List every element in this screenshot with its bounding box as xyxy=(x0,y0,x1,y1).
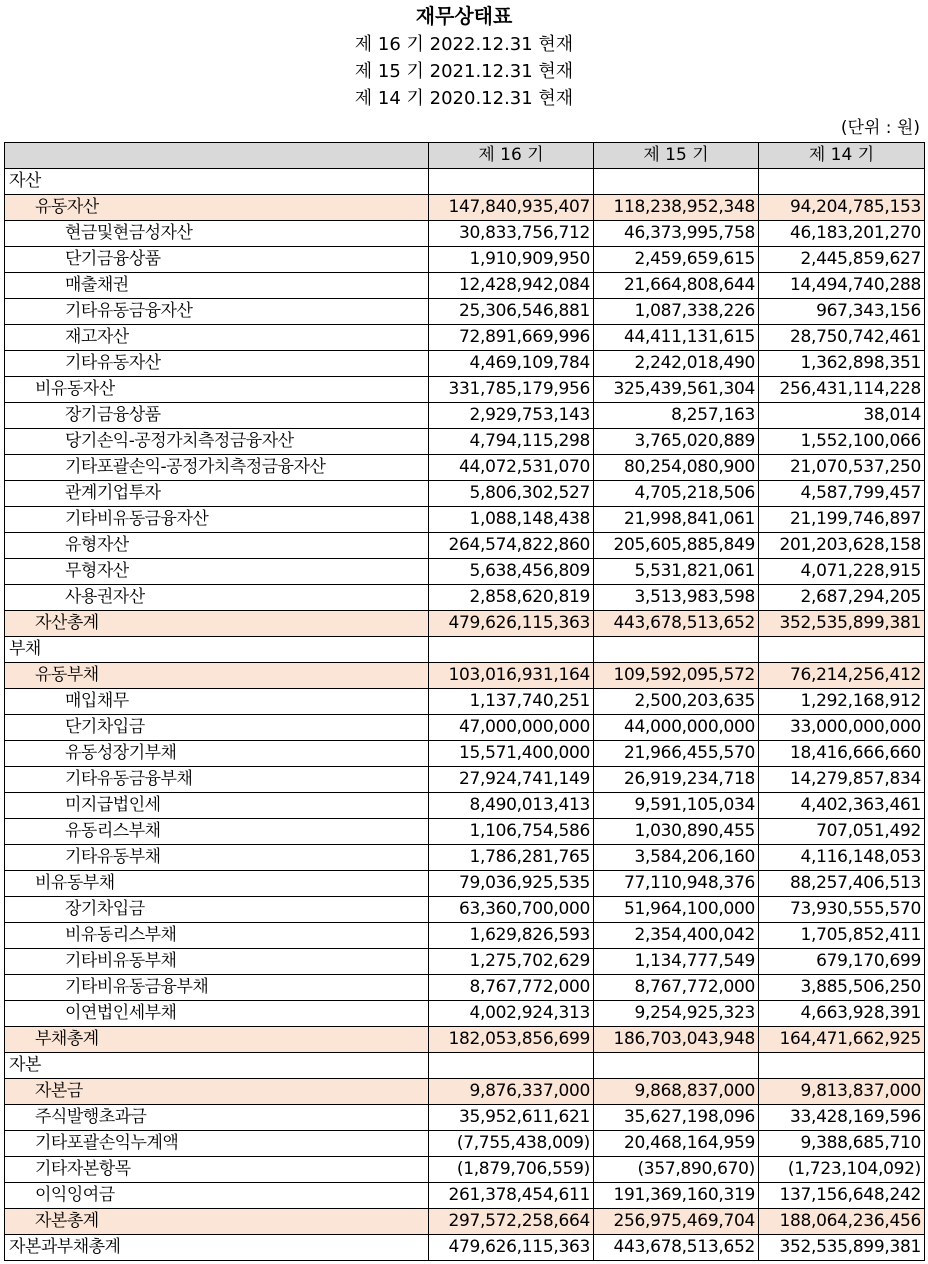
row-label: 기타유동부채 xyxy=(5,845,429,871)
value-period-15: 191,369,160,319 xyxy=(594,1183,759,1209)
value-period-15: 8,257,163 xyxy=(594,403,759,429)
value-period-16: 1,275,702,629 xyxy=(429,949,594,975)
value-period-15: 21,998,841,061 xyxy=(594,507,759,533)
value-period-15: 2,459,659,615 xyxy=(594,247,759,273)
row-label: 자산 xyxy=(5,169,429,195)
row-label: 부채총계 xyxy=(5,1027,429,1053)
value-period-16: 2,858,620,819 xyxy=(429,585,594,611)
value-period-14: 1,292,168,912 xyxy=(759,689,925,715)
value-period-14: 967,343,156 xyxy=(759,299,925,325)
value-period-15: 2,354,400,042 xyxy=(594,923,759,949)
value-period-16: 15,571,400,000 xyxy=(429,741,594,767)
table-row xyxy=(5,273,925,299)
value-period-16: 479,626,115,363 xyxy=(429,611,594,637)
value-period-14: 707,051,492 xyxy=(759,819,925,845)
value-period-14: 3,885,506,250 xyxy=(759,975,925,1001)
row-label: 단기금융상품 xyxy=(5,247,429,273)
row-label: 매입채무 xyxy=(5,689,429,715)
value-period-16: 264,574,822,860 xyxy=(429,533,594,559)
value-period-15: 20,468,164,959 xyxy=(594,1131,759,1157)
value-period-14: 21,199,746,897 xyxy=(759,507,925,533)
value-period-15: 35,627,198,096 xyxy=(594,1105,759,1131)
value-period-14: 88,257,406,513 xyxy=(759,871,925,897)
value-period-14: 1,362,898,351 xyxy=(759,351,925,377)
row-label: 기타유동금융자산 xyxy=(5,299,429,325)
table-row xyxy=(5,1157,925,1183)
value-period-16: 147,840,935,407 xyxy=(429,195,594,221)
value-period-14: 14,279,857,834 xyxy=(759,767,925,793)
table-row xyxy=(5,585,925,611)
row-label: 유동자산 xyxy=(5,195,429,221)
value-period-14: 4,587,799,457 xyxy=(759,481,925,507)
value-period-14: 4,116,148,053 xyxy=(759,845,925,871)
value-period-16: 1,786,281,765 xyxy=(429,845,594,871)
row-label: 유형자산 xyxy=(5,533,429,559)
value-period-15: 205,605,885,849 xyxy=(594,533,759,559)
value-period-15: 3,765,020,889 xyxy=(594,429,759,455)
value-period-14: 679,170,699 xyxy=(759,949,925,975)
value-period-14: 33,428,169,596 xyxy=(759,1105,925,1131)
value-period-16: 1,106,754,586 xyxy=(429,819,594,845)
value-period-16: 479,626,115,363 xyxy=(429,1235,594,1261)
value-period-16: 1,137,740,251 xyxy=(429,689,594,715)
row-label: 자산총계 xyxy=(5,611,429,637)
value-period-14 xyxy=(759,637,925,663)
table-row xyxy=(5,403,925,429)
table-row xyxy=(5,1001,925,1027)
value-period-16: 2,929,753,143 xyxy=(429,403,594,429)
value-period-15: 3,513,983,598 xyxy=(594,585,759,611)
value-period-14: 73,930,555,570 xyxy=(759,897,925,923)
value-period-14: 201,203,628,158 xyxy=(759,533,925,559)
table-row xyxy=(5,1235,925,1261)
table-row xyxy=(5,1209,925,1235)
value-period-16: 5,638,456,809 xyxy=(429,559,594,585)
value-period-14: 137,156,648,242 xyxy=(759,1183,925,1209)
value-period-16: 35,952,611,621 xyxy=(429,1105,594,1131)
table-row xyxy=(5,325,925,351)
value-period-16: 1,088,148,438 xyxy=(429,507,594,533)
value-period-16: 1,910,909,950 xyxy=(429,247,594,273)
value-period-15: 1,087,338,226 xyxy=(594,299,759,325)
value-period-14: (1,723,104,092) xyxy=(759,1157,925,1183)
table-row xyxy=(5,897,925,923)
table-row xyxy=(5,767,925,793)
value-period-15: (357,890,670) xyxy=(594,1157,759,1183)
value-period-16: 182,053,856,699 xyxy=(429,1027,594,1053)
period-line-15: 제 15 기 2021.12.31 현재 xyxy=(354,61,574,82)
table-row xyxy=(5,221,925,247)
table-row xyxy=(5,663,925,689)
value-period-16: 8,490,013,413 xyxy=(429,793,594,819)
table-row xyxy=(5,975,925,1001)
value-period-15: 5,531,821,061 xyxy=(594,559,759,585)
table-row xyxy=(5,871,925,897)
row-label: 매출채권 xyxy=(5,273,429,299)
row-label: 기타비유동부채 xyxy=(5,949,429,975)
value-period-14: 4,402,363,461 xyxy=(759,793,925,819)
table-row xyxy=(5,195,925,221)
row-label: 장기차입금 xyxy=(5,897,429,923)
value-period-14: 352,535,899,381 xyxy=(759,1235,925,1261)
value-period-16: 4,002,924,313 xyxy=(429,1001,594,1027)
row-label: 자본총계 xyxy=(5,1209,429,1235)
value-period-15: 77,110,948,376 xyxy=(594,871,759,897)
value-period-15: 51,964,100,000 xyxy=(594,897,759,923)
row-label: 유동성장기부채 xyxy=(5,741,429,767)
value-period-14 xyxy=(759,1053,925,1079)
row-label: 기타비유동금융부채 xyxy=(5,975,429,1001)
value-period-14: 4,663,928,391 xyxy=(759,1001,925,1027)
row-label: 기타유동자산 xyxy=(5,351,429,377)
value-period-16: 4,794,115,298 xyxy=(429,429,594,455)
value-period-16: 1,629,826,593 xyxy=(429,923,594,949)
row-label: 기타포괄손익-공정가치측정금융자산 xyxy=(5,455,429,481)
row-label: 당기손익-공정가치측정금융자산 xyxy=(5,429,429,455)
row-label: 기타자본항목 xyxy=(5,1157,429,1183)
row-label: 사용권자산 xyxy=(5,585,429,611)
header-row xyxy=(5,143,925,169)
row-label: 무형자산 xyxy=(5,559,429,585)
row-label: 자본 xyxy=(5,1053,429,1079)
row-label: 현금및현금성자산 xyxy=(5,221,429,247)
value-period-15: 443,678,513,652 xyxy=(594,1235,759,1261)
value-period-16: 47,000,000,000 xyxy=(429,715,594,741)
value-period-14: 76,214,256,412 xyxy=(759,663,925,689)
row-label: 이연법인세부채 xyxy=(5,1001,429,1027)
value-period-16: 5,806,302,527 xyxy=(429,481,594,507)
row-label: 단기차입금 xyxy=(5,715,429,741)
value-period-14: 1,552,100,066 xyxy=(759,429,925,455)
row-label: 자본과부채총계 xyxy=(5,1235,429,1261)
row-label: 기타유동금융부채 xyxy=(5,767,429,793)
table-row xyxy=(5,455,925,481)
row-label: 기타포괄손익누계액 xyxy=(5,1131,429,1157)
value-period-15: 21,966,455,570 xyxy=(594,741,759,767)
value-period-15: 9,868,837,000 xyxy=(594,1079,759,1105)
value-period-16: 72,891,669,996 xyxy=(429,325,594,351)
table-row xyxy=(5,429,925,455)
header-period-16: 제 16 기 xyxy=(429,143,594,169)
header-period-15: 제 15 기 xyxy=(594,143,759,169)
value-period-15: 44,411,131,615 xyxy=(594,325,759,351)
table-row xyxy=(5,793,925,819)
value-period-14: 46,183,201,270 xyxy=(759,221,925,247)
row-label: 이익잉여금 xyxy=(5,1183,429,1209)
table-row xyxy=(5,741,925,767)
value-period-15: 109,592,095,572 xyxy=(594,663,759,689)
row-label: 유동부채 xyxy=(5,663,429,689)
table-row xyxy=(5,1079,925,1105)
value-period-14: 9,813,837,000 xyxy=(759,1079,925,1105)
table-row xyxy=(5,1053,925,1079)
period-line-16: 제 16 기 2022.12.31 현재 xyxy=(354,34,574,55)
unit-note: (단위 : 원) xyxy=(840,118,920,138)
value-period-15: 118,238,952,348 xyxy=(594,195,759,221)
value-period-16: 44,072,531,070 xyxy=(429,455,594,481)
value-period-16: (1,879,706,559) xyxy=(429,1157,594,1183)
value-period-14: 9,388,685,710 xyxy=(759,1131,925,1157)
row-label: 비유동부채 xyxy=(5,871,429,897)
value-period-16 xyxy=(429,1053,594,1079)
row-label: 장기금융상품 xyxy=(5,403,429,429)
value-period-14: 28,750,742,461 xyxy=(759,325,925,351)
value-period-15: 3,584,206,160 xyxy=(594,845,759,871)
row-label: 기타비유동금융자산 xyxy=(5,507,429,533)
value-period-16: 8,767,772,000 xyxy=(429,975,594,1001)
table-row xyxy=(5,351,925,377)
value-period-15: 443,678,513,652 xyxy=(594,611,759,637)
table-row xyxy=(5,1131,925,1157)
value-period-15: 1,030,890,455 xyxy=(594,819,759,845)
header-label-cell xyxy=(5,143,429,169)
value-period-16: 79,036,925,535 xyxy=(429,871,594,897)
value-period-15: 9,591,105,034 xyxy=(594,793,759,819)
table-row xyxy=(5,611,925,637)
value-period-16: 331,785,179,956 xyxy=(429,377,594,403)
value-period-16: 297,572,258,664 xyxy=(429,1209,594,1235)
row-label: 재고자산 xyxy=(5,325,429,351)
value-period-16: 261,378,454,611 xyxy=(429,1183,594,1209)
value-period-15: 325,439,561,304 xyxy=(594,377,759,403)
value-period-15: 21,664,808,644 xyxy=(594,273,759,299)
table-row xyxy=(5,923,925,949)
value-period-14: 18,416,666,660 xyxy=(759,741,925,767)
value-period-15: 46,373,995,758 xyxy=(594,221,759,247)
value-period-15: 80,254,080,900 xyxy=(594,455,759,481)
table-row xyxy=(5,845,925,871)
value-period-15: 2,242,018,490 xyxy=(594,351,759,377)
table-row xyxy=(5,559,925,585)
value-period-16 xyxy=(429,169,594,195)
period-line-14: 제 14 기 2020.12.31 현재 xyxy=(354,88,574,109)
table-row xyxy=(5,689,925,715)
table-row xyxy=(5,637,925,663)
value-period-15: 8,767,772,000 xyxy=(594,975,759,1001)
value-period-16: 63,360,700,000 xyxy=(429,897,594,923)
value-period-15 xyxy=(594,169,759,195)
value-period-14 xyxy=(759,169,925,195)
table-row xyxy=(5,715,925,741)
value-period-16: (7,755,438,009) xyxy=(429,1131,594,1157)
value-period-15: 9,254,925,323 xyxy=(594,1001,759,1027)
value-period-15 xyxy=(594,1053,759,1079)
table-row xyxy=(5,377,925,403)
value-period-16: 12,428,942,084 xyxy=(429,273,594,299)
document-title: 재무상태표 xyxy=(415,4,513,28)
value-period-14: 256,431,114,228 xyxy=(759,377,925,403)
row-label: 주식발행초과금 xyxy=(5,1105,429,1131)
value-period-16 xyxy=(429,637,594,663)
table-row xyxy=(5,1105,925,1131)
row-label: 비유동자산 xyxy=(5,377,429,403)
row-label: 관계기업투자 xyxy=(5,481,429,507)
value-period-16: 9,876,337,000 xyxy=(429,1079,594,1105)
balance-sheet-table xyxy=(4,142,925,1261)
table-row xyxy=(5,949,925,975)
value-period-16: 25,306,546,881 xyxy=(429,299,594,325)
table-row xyxy=(5,169,925,195)
table-row xyxy=(5,819,925,845)
value-period-15: 256,975,469,704 xyxy=(594,1209,759,1235)
table-row xyxy=(5,1027,925,1053)
value-period-14: 4,071,228,915 xyxy=(759,559,925,585)
table-row xyxy=(5,507,925,533)
value-period-14: 94,204,785,153 xyxy=(759,195,925,221)
value-period-15: 1,134,777,549 xyxy=(594,949,759,975)
table-row xyxy=(5,247,925,273)
value-period-14: 33,000,000,000 xyxy=(759,715,925,741)
table-row xyxy=(5,299,925,325)
table-row xyxy=(5,1183,925,1209)
header-period-14: 제 14 기 xyxy=(759,143,925,169)
value-period-15 xyxy=(594,637,759,663)
table-row xyxy=(5,481,925,507)
value-period-14: 21,070,537,250 xyxy=(759,455,925,481)
value-period-14: 14,494,740,288 xyxy=(759,273,925,299)
value-period-14: 352,535,899,381 xyxy=(759,611,925,637)
row-label: 부채 xyxy=(5,637,429,663)
value-period-14: 164,471,662,925 xyxy=(759,1027,925,1053)
value-period-14: 188,064,236,456 xyxy=(759,1209,925,1235)
value-period-15: 44,000,000,000 xyxy=(594,715,759,741)
value-period-16: 30,833,756,712 xyxy=(429,221,594,247)
value-period-16: 103,016,931,164 xyxy=(429,663,594,689)
value-period-16: 4,469,109,784 xyxy=(429,351,594,377)
value-period-15: 2,500,203,635 xyxy=(594,689,759,715)
value-period-14: 2,445,859,627 xyxy=(759,247,925,273)
value-period-15: 4,705,218,506 xyxy=(594,481,759,507)
row-label: 미지급법인세 xyxy=(5,793,429,819)
value-period-15: 186,703,043,948 xyxy=(594,1027,759,1053)
value-period-15: 26,919,234,718 xyxy=(594,767,759,793)
value-period-14: 38,014 xyxy=(759,403,925,429)
row-label: 자본금 xyxy=(5,1079,429,1105)
value-period-16: 27,924,741,149 xyxy=(429,767,594,793)
table-row xyxy=(5,533,925,559)
row-label: 비유동리스부채 xyxy=(5,923,429,949)
value-period-14: 1,705,852,411 xyxy=(759,923,925,949)
row-label: 유동리스부채 xyxy=(5,819,429,845)
value-period-14: 2,687,294,205 xyxy=(759,585,925,611)
